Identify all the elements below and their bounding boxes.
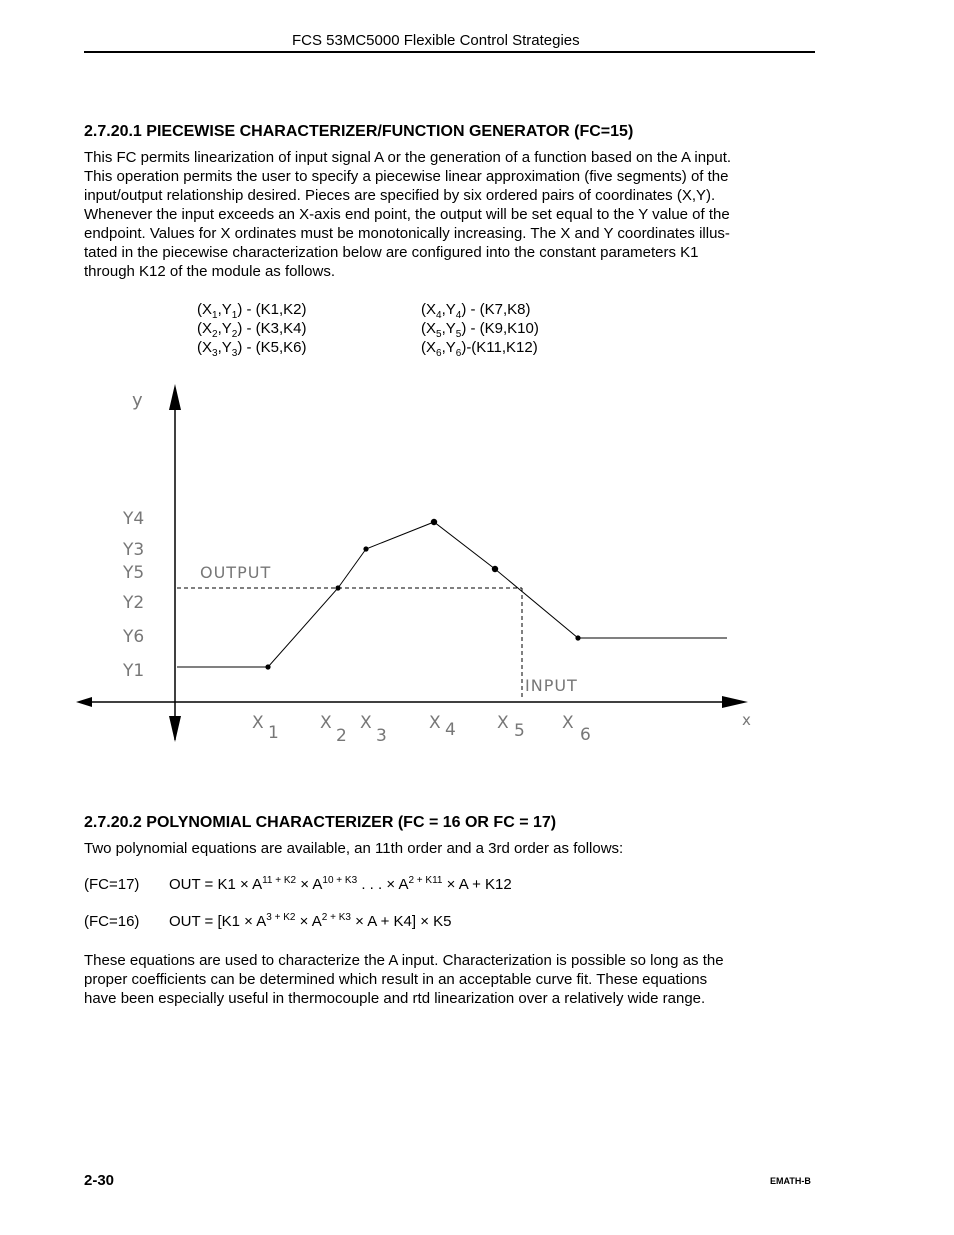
coordinate-pair: $(X_3,Y_3) - (K5,K6)$ [197, 339, 307, 359]
breakpoint-3 [363, 546, 368, 551]
x-tick-label: X [360, 713, 372, 733]
coordinate-pair: $(X_6,Y_6)-(K11,K12)$ [421, 339, 538, 359]
y-tick-label: Y2 [123, 593, 145, 613]
paragraph-line: This operation permits the user to specify a piecewise linear approximation (five segments) of the [84, 168, 729, 185]
x-axis-label: x [742, 711, 751, 729]
y-tick-label: Y6 [123, 627, 145, 647]
x-tick-subscript: 4 [445, 720, 456, 740]
polynomial-closing [84, 951, 824, 1008]
piecewise-curve [177, 522, 727, 667]
x-tick-subscript: 3 [376, 726, 387, 746]
section-heading-piecewise: 2.7.20.1 PIECEWISE CHARACTERIZER/FUNCTION GENERATOR (FC=15) [84, 123, 634, 140]
y-tick-label: Y5 [123, 563, 145, 583]
x-tick-subscript: 2 [336, 726, 347, 746]
paragraph-line: proper coefficients can be determined which result in an acceptable curve fit. These equations [84, 971, 708, 988]
page-header: FCS 53MC5000 Flexible Control Strategies [292, 32, 580, 49]
x-tick-subscript: 6 [580, 725, 591, 745]
y-tick-label: Y3 [123, 540, 145, 560]
x-axis-arrow-right [722, 696, 748, 708]
x-tick-label: X [320, 713, 332, 733]
breakpoint-2 [335, 585, 340, 590]
paragraph-line: have been especially useful in thermocouple and rtd linearization over a relatively wide range. [84, 990, 706, 1007]
breakpoint-1 [265, 664, 270, 669]
x-tick-label: X [497, 713, 509, 733]
breakpoint-6 [575, 635, 580, 640]
paragraph-line: These equations are used to characterize the A input. Characterization is possible so long as the [84, 952, 724, 969]
output-label: OUTPUT [200, 563, 272, 582]
y-axis-label: y [132, 390, 143, 411]
x-tick-label: X [252, 713, 264, 733]
equation-label: (FC=16) [84, 913, 140, 930]
coordinate-pair: $(X_2,Y_2) - (K3,K4)$ [197, 320, 307, 340]
equation-label: (FC=17) [84, 876, 140, 893]
y-tick-label: Y4 [123, 509, 145, 529]
input-label: INPUT [525, 676, 578, 695]
paragraph-line: through K12 of the module as follows. [84, 263, 335, 280]
y-axis-arrow-down [169, 716, 181, 742]
page-number: 2-30 [84, 1172, 115, 1189]
equation-fc16: (FC=16) OUT = $[K1 \times A^{3 + K2} \times A^{2 + K3} \times A + K4] \times K5$ [84, 912, 452, 930]
breakpoint-4 [431, 519, 437, 525]
x-tick-label: X [429, 713, 441, 733]
paragraph-line: Whenever the input exceeds an X-axis end point, the output will be set equal to the Y value of the [84, 206, 730, 223]
y-tick-label: Y1 [123, 661, 145, 681]
x-axis-arrow-left [76, 697, 92, 707]
paragraph-line: endpoint. Values for X ordinates must be monotonically increasing. The X and Y coordinates illus- [84, 225, 730, 242]
paragraph-line: tated in the piecewise characterization below are configured into the constant parameters K1 [84, 244, 699, 261]
coordinate-pair: $(X_5,Y_5) - (K9,K10)$ [421, 320, 539, 340]
x-tick-subscript: 5 [514, 721, 525, 741]
paragraph-line: Two polynomial equations are available, an 11th order and a 3rd order as follows: [84, 840, 624, 857]
polynomial-intro [84, 839, 824, 858]
x-tick-subscript: 1 [268, 723, 279, 743]
document-code: EMATH-B [770, 1176, 811, 1186]
paragraph-line: This FC permits linearization of input signal A or the generation of a function based on the A input. [84, 149, 732, 166]
coordinate-pair: $(X_1,Y_1) - (K1,K2)$ [197, 301, 307, 321]
x-tick-label: X [562, 713, 574, 733]
coordinate-pair: $(X_4,Y_4) - (K7,K8)$ [421, 301, 531, 321]
section-heading-polynomial: 2.7.20.2 POLYNOMIAL CHARACTERIZER (FC = 16 OR FC = 17) [84, 814, 557, 831]
breakpoint-5 [492, 566, 498, 572]
equation-fc17: (FC=17) OUT = $K1 \times A^{11 + K2} \times A^{10 + K3}$ . . . × $A^{2 + K11} \times A + K12$ [84, 875, 512, 893]
y-axis-arrow-up [169, 384, 181, 410]
paragraph-line: input/output relationship desired. Pieces are specified by six ordered pairs of coordinates (X,Y). [84, 187, 716, 204]
